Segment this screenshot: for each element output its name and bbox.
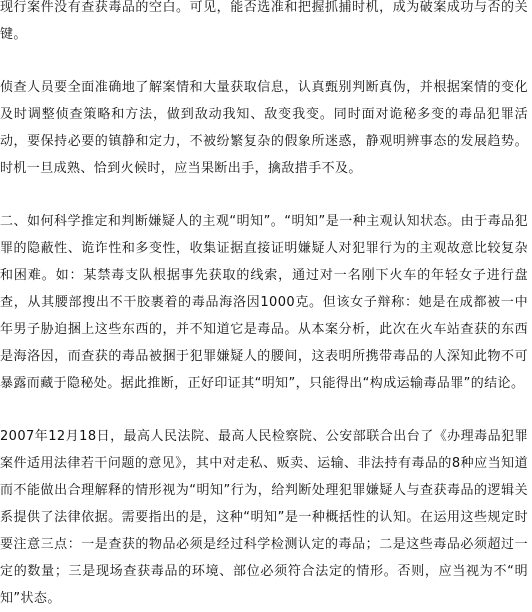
paragraph-2: 侦查人员要全面准确地了解案情和大量获取信息，认真甄别判断真伪，并根据案情的变化及时调整侦查策略和方法，做到敌动我知、敌变我变。同时面对诡秘多变的毒品犯罪活动，要保持必要的镇静和定力，不被纷繁复杂的假象所迷惑，静观明辨事态的发展趋势。时机一旦成熟、恰到火候时，应当果断出手，擒敌措手不及。 — [0, 80, 528, 176]
paragraph-4: 2007年12月18日，最高人民法院、最高人民检察院、公安部联合出台了《办理毒品犯罪案件适用法律若干问题的意见》，其中对走私、贩卖、运输、非法持有毒品的8种应当知道而不能做出合理解释的情形视为“明知”行为，给判断处理犯罪嫌疑人与查获毒品的逻辑关系提供了法律依据。需要指出的是，这种“明知”是一种概括性的认知。在运用这些规定时要注意三点：一是查获的物品必须是经过科学检测认定的毒品；二是这些毒品必须超过一定的数量；三是现场查获毒品的环境、部位必须符合法定的情形。否则，应当视为不“明知”状态。 — [0, 429, 528, 606]
paragraph-3: 二、如何科学推定和判断嫌疑人的主观“明知”。“明知”是一种主观认知状态。由于毒品犯罪的隐蔽性、诡诈性和多变性，收集证据直接证明嫌疑人对犯罪行为的主观故意比较复杂和困难。如：某禁毒支队根据事先获取的线索，通过对一名刚下火车的年轻女子进行盘查，从其腰部搜出不干胶裹着的毒品海洛因1000克。但该女子辩称：她是在成都被一中年男子胁迫捆上这些东西的，并不知道它是毒品。从本案分析，此次在火车站查获的东西是海洛因，而查获的毒品被捆于犯罪嫌疑人的腰间，这表明所携带毒品的人深知此物不可暴露而藏于隐秘处。据此推断，正好印证其“明知”，只能得出“构成运输毒品罪”的结论。 — [0, 214, 528, 391]
paragraph-spacer — [0, 397, 528, 423]
paragraph-1: 现行案件没有查获毒品的空白。可见，能否选准和把握抓捕时机，成为破案成功与否的关键。 — [0, 0, 528, 42]
paragraph-spacer — [0, 182, 528, 208]
paragraph-spacer — [0, 48, 528, 74]
